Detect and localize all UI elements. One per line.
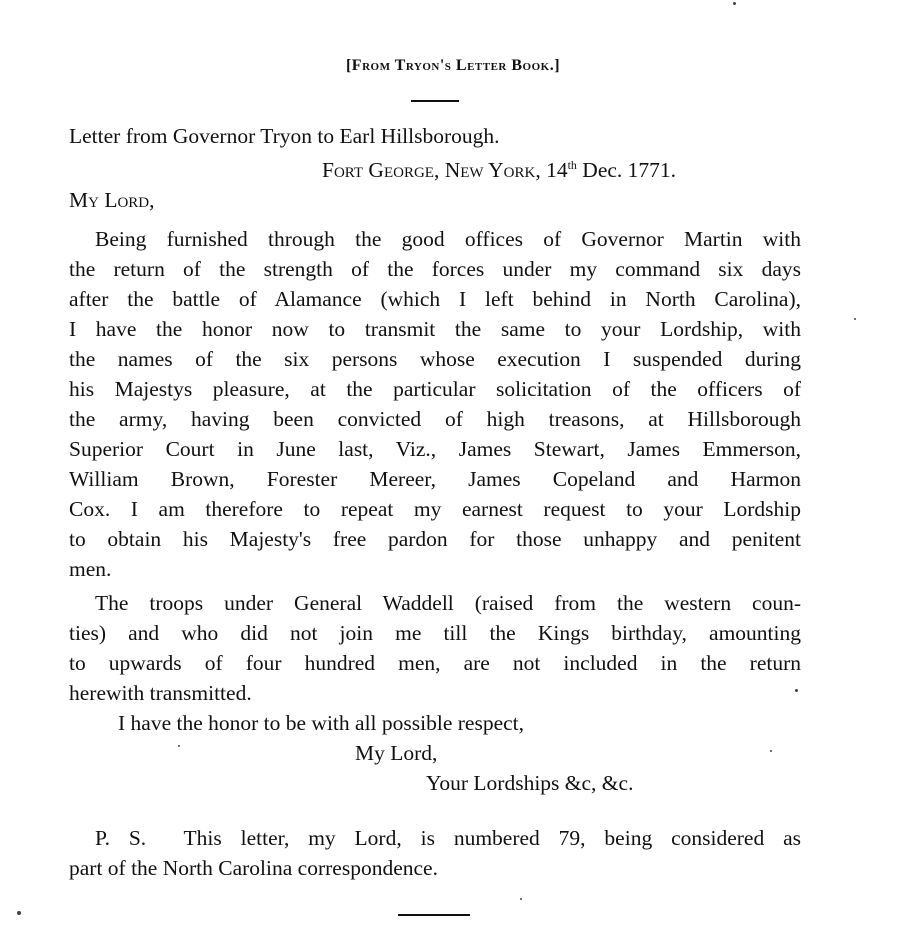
paragraph1-line: the return of the strength of the forces under my command six days xyxy=(69,257,801,281)
paragraph1-line: after the battle of Alamance (which I left behind in North Carolina), xyxy=(69,287,801,311)
paragraph2-line: to upwards of four hundred men, are not included in the return xyxy=(69,651,801,675)
speck xyxy=(520,898,522,900)
paragraph2-line: herewith transmitted. xyxy=(69,681,252,705)
postscript-line: P. S. This letter, my Lord, is numbered 79, being considered as xyxy=(95,826,801,850)
dateline-day-suffix: th xyxy=(567,157,577,172)
top-rule xyxy=(411,100,459,102)
salutation: My Lord, xyxy=(69,188,155,212)
paragraph1-line: William Brown, Forester Mereer, James Copeland and Harmon xyxy=(69,467,801,491)
paragraph1-line: his Majestys pleasure, at the particular solicitation of the officers of xyxy=(69,377,801,401)
speck xyxy=(770,750,772,752)
closing-line: I have the honor to be with all possible respect, xyxy=(118,711,525,735)
source-note: [From Tryon's Letter Book.] xyxy=(345,57,561,74)
paragraph1-line: Superior Court in June last, Viz., James Stewart, James Emmerson, xyxy=(69,437,801,461)
paragraph1-line: the names of the six persons whose execution I suspended during xyxy=(69,347,801,371)
dateline-rest: Dec. 1771. xyxy=(582,158,677,182)
paragraph1-line: the army, having been convicted of high treasons, at Hillsborough xyxy=(69,407,801,431)
speck xyxy=(854,318,856,320)
closing-signature: Your Lordships &c, &c. xyxy=(426,771,634,795)
speck xyxy=(17,911,21,915)
bottom-rule xyxy=(398,914,470,916)
paragraph1-line: I have the honor now to transmit the same to your Lordship, with xyxy=(69,317,801,341)
paragraph1-line: to obtain his Majesty's free pardon for those unhappy and penitent xyxy=(69,527,801,551)
speck xyxy=(733,2,736,5)
paragraph2-line: ties) and who did not join me till the Kings birthday, amounting xyxy=(69,621,801,645)
speck xyxy=(178,745,180,747)
closing-line: My Lord, xyxy=(355,741,438,765)
speck xyxy=(795,689,798,692)
dateline-day: 14 xyxy=(546,158,568,182)
dateline-place: Fort George, New York, xyxy=(322,158,541,182)
paragraph1-line: men. xyxy=(69,557,112,581)
paragraph2-line: The troops under General Waddell (raised from the western coun- xyxy=(95,591,801,615)
paragraph1-line: Being furnished through the good offices of Governor Martin with xyxy=(95,227,801,251)
paragraph1-line: Cox. I am therefore to repeat my earnest request to your Lordship xyxy=(69,497,801,521)
postscript-line: part of the North Carolina correspondence. xyxy=(69,856,438,880)
letter-heading: Letter from Governor Tryon to Earl Hillsborough. xyxy=(69,124,500,148)
dateline xyxy=(322,155,676,185)
